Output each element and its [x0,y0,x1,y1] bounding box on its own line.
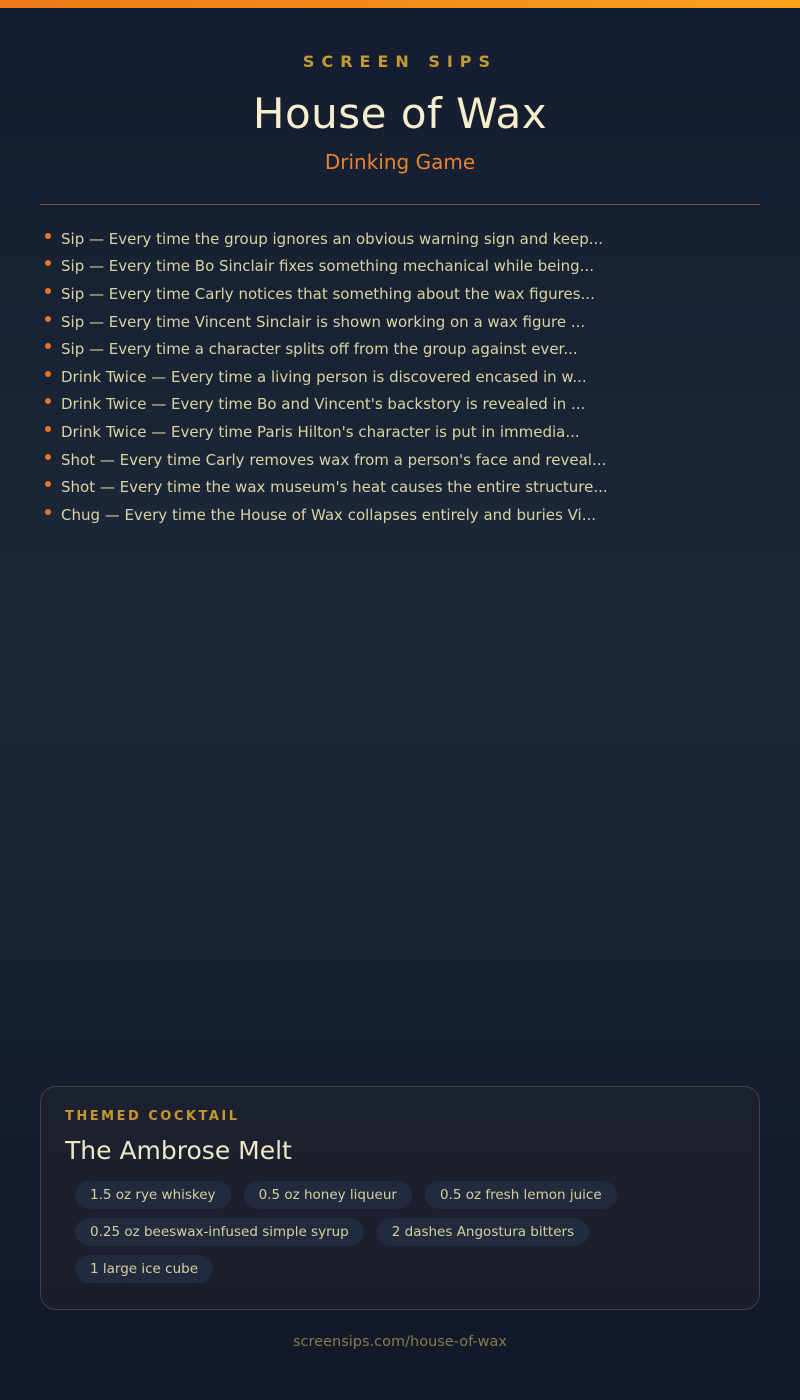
rule-item [45,308,770,336]
bullet-icon [45,343,51,349]
rule-item [45,225,770,253]
rule-text: Drink Twice — Every time Paris Hilton's character is put in immedia... [61,422,580,441]
rule-text: Chug — Every time the House of Wax collapses entirely and buries Vi... [61,505,597,524]
rules-list [0,225,800,529]
rule-item [45,363,770,391]
ingredient-pill: 2 dashes Angostura bitters [377,1218,589,1246]
rule-item [45,280,770,308]
top-accent-bar [0,0,800,8]
cocktail-title: The Ambrose Melt [65,1136,292,1165]
ingredient-pill: 0.5 oz fresh lemon juice [425,1181,617,1209]
rule-item [45,501,770,529]
rule-item [45,473,770,501]
bullet-icon [45,454,51,460]
rule-text: Sip — Every time the group ignores an obvious warning sign and keep... [61,229,604,248]
bullet-icon [45,398,51,404]
rule-item [45,391,770,419]
rule-item [45,335,770,363]
rule-text: Shot — Every time Carly removes wax from a person's face and reveal... [61,450,607,469]
rule-item [45,446,770,474]
bullet-icon [45,481,51,487]
bullet-icon [45,371,51,377]
page-subtitle: Drinking Game [324,150,476,174]
page-header [0,8,800,174]
footer-url: screensips.com/house-of-wax [293,1334,507,1350]
bullet-icon [45,260,51,266]
rule-text: Sip — Every time Carly notices that something about the wax figures... [61,284,595,303]
ingredient-pill: 0.25 oz beeswax-infused simple syrup [75,1218,364,1246]
ingredient-pill: 1.5 oz rye whiskey [75,1181,231,1209]
rule-text: Sip — Every time a character splits off from the group against ever... [61,340,578,359]
rule-text: Drink Twice — Every time a living person is discovered encased in w... [61,367,587,386]
page-title: House of Wax [252,89,548,138]
rule-item [45,418,770,446]
rule-item [45,253,770,281]
ingredient-pills [65,1181,735,1283]
rule-text: Sip — Every time Vincent Sinclair is shown working on a wax figure ... [61,312,586,331]
rule-text: Drink Twice — Every time Bo and Vincent's backstory is revealed in ... [61,395,586,414]
ingredient-pill: 0.5 oz honey liqueur [244,1181,412,1209]
ingredient-pill: 1 large ice cube [75,1255,213,1283]
brand-eyebrow: SCREEN SIPS [302,52,498,71]
cocktail-label: THEMED COCKTAIL [65,1109,240,1124]
rule-text: Shot — Every time the wax museum's heat causes the entire structure... [61,478,608,497]
bullet-icon [45,233,51,239]
rule-text: Sip — Every time Bo Sinclair fixes something mechanical while being... [61,257,594,276]
cocktail-card [40,1086,760,1310]
bullet-icon [45,316,51,322]
flex-spacer [0,529,800,1086]
bullet-icon [45,426,51,432]
bullet-icon [45,288,51,294]
bullet-icon [45,509,51,515]
header-divider [40,204,760,205]
